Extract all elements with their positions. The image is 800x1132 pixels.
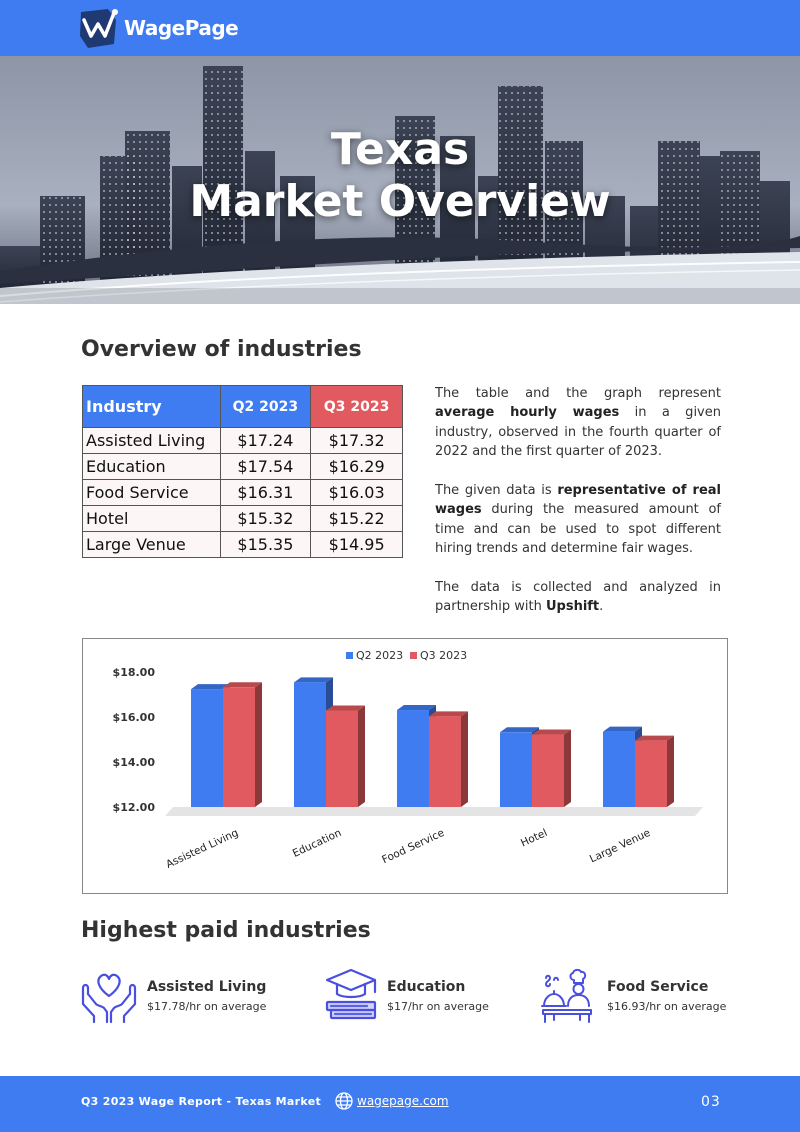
table-header-row [83,386,403,428]
cell-industry: Food Service [83,480,221,506]
cell-q3: $17.32 [311,428,403,454]
cell-industry: Education [83,454,221,480]
cell-q3: $16.29 [311,454,403,480]
highest-paid-heading: Highest paid industries [81,918,371,943]
table-row [83,532,403,558]
highest-paid-name: Food Service [607,979,709,995]
highest-paid-value: $17.78/hr on average [147,1000,267,1013]
brand-logo[interactable] [78,6,238,50]
cell-q2: $16.31 [220,480,311,506]
caring-hands-heart-icon [80,966,138,1024]
legend-label: Q3 2023 [420,649,468,662]
y-tick-label: $18.00 [112,666,155,679]
cell-q2: $17.54 [220,454,311,480]
cell-q2: $15.32 [220,506,311,532]
hero-banner [0,56,800,304]
highest-paid-name: Assisted Living [147,979,267,995]
bar [635,736,674,807]
column-header-industry: Industry [83,386,221,428]
highest-paid-item [80,966,300,1026]
graduation-cap-books-icon [323,966,381,1024]
chart-floor [165,807,703,816]
y-tick-label: $16.00 [112,711,155,724]
legend-label: Q2 2023 [356,649,404,662]
x-tick-label: Assisted Living [164,826,241,871]
legend-swatch [410,652,417,659]
cell-industry: Large Venue [83,532,221,558]
footer-website-link[interactable] [335,1092,449,1110]
bar [326,705,365,807]
x-tick-label: Education [290,826,344,860]
y-tick-label: $12.00 [112,801,155,814]
hero-title-line2: Market Overview [189,176,611,227]
legend-swatch [346,652,353,659]
table-row [83,506,403,532]
x-tick-label: Large Venue [587,826,653,866]
footer-website[interactable]: wagepage.com [357,1094,449,1108]
cell-q3: $15.22 [311,506,403,532]
table-row [83,428,403,454]
x-tick-label: Food Service [380,826,447,867]
highest-paid-value: $17/hr on average [387,1000,489,1013]
cell-industry: Hotel [83,506,221,532]
highest-paid-name: Education [387,979,466,995]
cell-q3: $16.03 [311,480,403,506]
header-bar [0,0,800,56]
bar [429,711,468,807]
wage-chart-svg [83,639,729,895]
cell-q2: $17.24 [220,428,311,454]
bar [223,682,262,807]
column-header-q3: Q3 2023 [311,386,403,428]
cell-q2: $15.35 [220,532,311,558]
chef-serving-icon [540,966,598,1024]
description-paragraph: The table and the graph represent average hourly wages in a given industry, observed in the fourth quarter of 2022 and the first quarter of 2023. [435,386,721,460]
footer-bar [0,1076,800,1132]
column-header-q2: Q2 2023 [220,386,311,428]
table-row [83,454,403,480]
table-row [83,480,403,506]
x-tick-label: Hotel [518,826,550,850]
description-paragraph: The data is collected and analyzed in partnership with Upshift. [435,580,721,615]
wagepage-logo-icon [78,6,120,50]
highest-paid-value: $16.93/hr on average [607,1000,727,1013]
y-tick-label: $14.00 [112,756,155,769]
wage-chart [82,638,728,894]
globe-icon [335,1092,353,1110]
highest-paid-item [323,966,523,1026]
description-paragraph: The given data is representative of real wages during the measured amount of time and can be used to spot different hiring trends and determine fair wages. [435,483,721,557]
cell-q3: $14.95 [311,532,403,558]
hero-title-line1: Texas [330,124,470,175]
overview-heading: Overview of industries [81,337,362,362]
cell-industry: Assisted Living [83,428,221,454]
overview-description [435,384,721,636]
highest-paid-item [540,966,740,1026]
footer-report-title: Q3 2023 Wage Report - Texas Market [81,1095,322,1108]
partner-name: Upshift [545,599,600,615]
wage-table [82,385,403,558]
page-number: 03 [701,1094,721,1110]
brand-name: WagePage [124,16,239,40]
bar [532,730,571,807]
